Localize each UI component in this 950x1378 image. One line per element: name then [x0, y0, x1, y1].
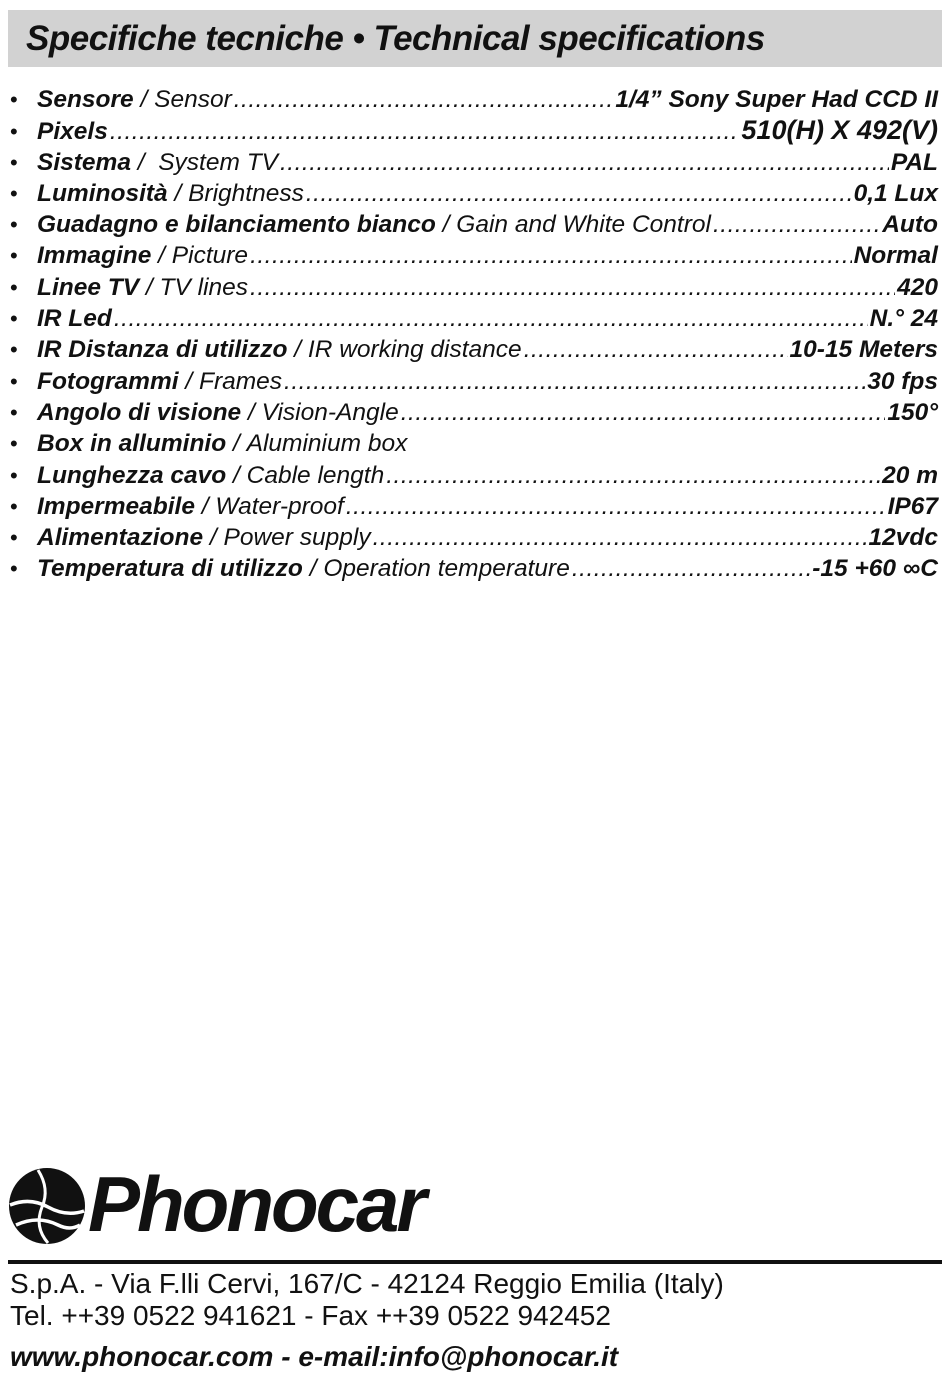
spec-row-cable-length — [10, 460, 938, 491]
spec-label-italian: Fotogrammi — [37, 367, 179, 395]
spec-label-italian: Sensore — [37, 86, 134, 113]
spec-separator: / — [151, 242, 172, 270]
bullet-icon: • — [10, 119, 18, 145]
spec-label-english: System TV — [158, 148, 278, 176]
spec-label-italian: Alimentazione — [37, 524, 204, 552]
dot-leader — [346, 491, 886, 522]
bullet-icon: • — [10, 306, 18, 332]
spec-label-english: Cable length — [246, 461, 385, 489]
bullet-icon: • — [10, 431, 18, 457]
spec-separator: / — [167, 179, 189, 207]
bullet-icon: • — [10, 149, 18, 175]
spec-value: N.° 24 — [869, 305, 938, 333]
spec-row-ir-distance — [10, 334, 938, 365]
web-email-line: www.phonocar.com - e-mail:info@phonocar.it — [10, 1341, 619, 1372]
spec-value: 30 fps — [867, 367, 938, 395]
contact-phone-fax: Tel. ++39 0522 941621 - Fax ++39 0522 942452 — [10, 1300, 611, 1331]
dot-leader — [284, 366, 865, 397]
dot-leader — [401, 397, 886, 428]
dot-leader — [373, 522, 867, 553]
spec-row-system — [10, 147, 938, 178]
bullet-icon: • — [10, 493, 18, 519]
spec-separator: / — [130, 148, 159, 176]
spec-row-power-supply — [10, 522, 938, 553]
spec-label-english: Vision-Angle — [261, 398, 399, 426]
spec-label-italian: Temperatura di utilizzo — [37, 555, 303, 583]
bullet-icon: • — [10, 274, 18, 300]
footer-divider — [8, 1260, 942, 1264]
page-title: Specifiche tecniche • Technical specifications — [26, 19, 765, 58]
dot-leader — [306, 178, 852, 209]
spec-label-italian: Linee TV — [37, 273, 140, 301]
spec-list — [10, 84, 938, 585]
dot-leader — [386, 460, 880, 491]
spec-value: 0,1 Lux — [853, 179, 938, 207]
spec-label-italian: IR Distanza di utilizzo — [37, 336, 288, 364]
spec-label-english: Water-proof — [215, 492, 344, 520]
dot-leader — [250, 240, 852, 271]
spec-separator: / — [226, 461, 247, 489]
spec-row-water-proof — [10, 491, 938, 522]
brand-logo — [8, 1160, 508, 1249]
bullet-icon: • — [10, 556, 18, 582]
bullet-icon: • — [10, 462, 18, 488]
bullet-icon: • — [10, 180, 18, 206]
spec-label-italian: Angolo di visione — [37, 398, 242, 426]
bullet-icon: • — [10, 212, 18, 238]
spec-row-frames — [10, 366, 938, 397]
spec-value: Normal — [853, 242, 938, 270]
spec-row-picture — [10, 240, 938, 271]
spec-label-italian: Luminosità — [37, 179, 168, 207]
spec-label-english: Power supply — [223, 524, 371, 552]
bullet-icon: • — [10, 87, 18, 112]
spec-label-english: TV lines — [159, 273, 249, 301]
spec-label-english: Picture — [171, 242, 249, 270]
brand-wordmark: Phonocar — [88, 1160, 424, 1248]
dot-leader — [234, 84, 614, 115]
spec-label-italian: Impermeabile — [37, 492, 195, 520]
spec-label-italian: IR Led — [37, 305, 112, 333]
spec-label-italian: Lunghezza cavo — [37, 461, 227, 489]
dot-leader — [114, 303, 868, 334]
dot-leader — [524, 334, 788, 365]
spec-value: 150° — [887, 398, 938, 426]
title-banner — [8, 10, 942, 67]
spec-label-italian: Sistema — [37, 148, 131, 176]
spec-label-english: Operation temperature — [323, 555, 570, 583]
spec-value: 420 — [897, 273, 938, 301]
spec-separator: / — [203, 524, 224, 552]
dot-leader — [110, 116, 740, 147]
spec-label-italian: Pixels — [37, 118, 108, 146]
spec-row-aluminium-box — [10, 428, 938, 459]
spec-separator: / — [178, 367, 199, 395]
spec-row-vision-angle — [10, 397, 938, 428]
spec-value: Auto — [882, 211, 938, 239]
spec-value: IP67 — [887, 492, 938, 520]
bullet-icon: • — [10, 243, 18, 269]
spec-separator: / — [302, 555, 324, 583]
spec-label-english: Aluminium box — [246, 430, 408, 458]
spec-label-english: Brightness — [188, 179, 304, 207]
bullet-icon: • — [10, 399, 18, 425]
dot-leader — [280, 147, 889, 178]
spec-label-english: Frames — [198, 367, 283, 395]
spec-value: 12vdc — [868, 524, 938, 552]
spec-value: 20 m — [882, 461, 938, 489]
spec-value: 510(H) X 492(V) — [741, 115, 938, 146]
spec-row-gain — [10, 209, 938, 240]
spec-label-italian: Immagine — [37, 242, 152, 270]
spec-separator: / — [194, 492, 216, 520]
spec-label-english: Sensor — [154, 86, 232, 113]
company-address — [10, 1268, 724, 1332]
spec-label-italian: Box in alluminio — [37, 430, 227, 458]
spec-label-italian: Guadagno e bilanciamento bianco — [37, 211, 436, 239]
spec-value: -15 +60 ∞C — [812, 555, 938, 583]
spec-value: 1/4” Sony Super Had CCD II — [615, 86, 938, 113]
dot-leader — [250, 272, 895, 303]
spec-separator: / — [139, 273, 160, 301]
spec-row-temperature — [10, 553, 938, 584]
spec-label-english: Gain and White Control — [456, 211, 711, 239]
spec-separator: / — [435, 211, 457, 239]
spec-row-sensor — [10, 84, 938, 115]
bullet-icon: • — [10, 368, 18, 394]
phonocar-ball-logo-icon — [8, 1167, 86, 1245]
spec-value: PAL — [890, 148, 938, 176]
spec-separator: / — [287, 336, 308, 364]
spec-value: 10-15 Meters — [789, 336, 938, 364]
dot-leader — [572, 553, 810, 584]
spec-row-tv-lines — [10, 272, 938, 303]
spec-row-brightness — [10, 178, 938, 209]
spec-row-ir-led — [10, 303, 938, 334]
bullet-icon: • — [10, 337, 18, 363]
spec-label-english: IR working distance — [307, 336, 522, 364]
spec-separator: / — [133, 86, 155, 113]
spec-separator: / — [226, 430, 247, 458]
spec-row-pixels — [10, 115, 938, 146]
bullet-icon: • — [10, 525, 18, 551]
spec-separator: / — [241, 398, 262, 426]
address-line: S.p.A. - Via F.lli Cervi, 167/C - 42124 Reggio Emilia (Italy) — [10, 1268, 724, 1299]
dot-leader — [713, 209, 880, 240]
